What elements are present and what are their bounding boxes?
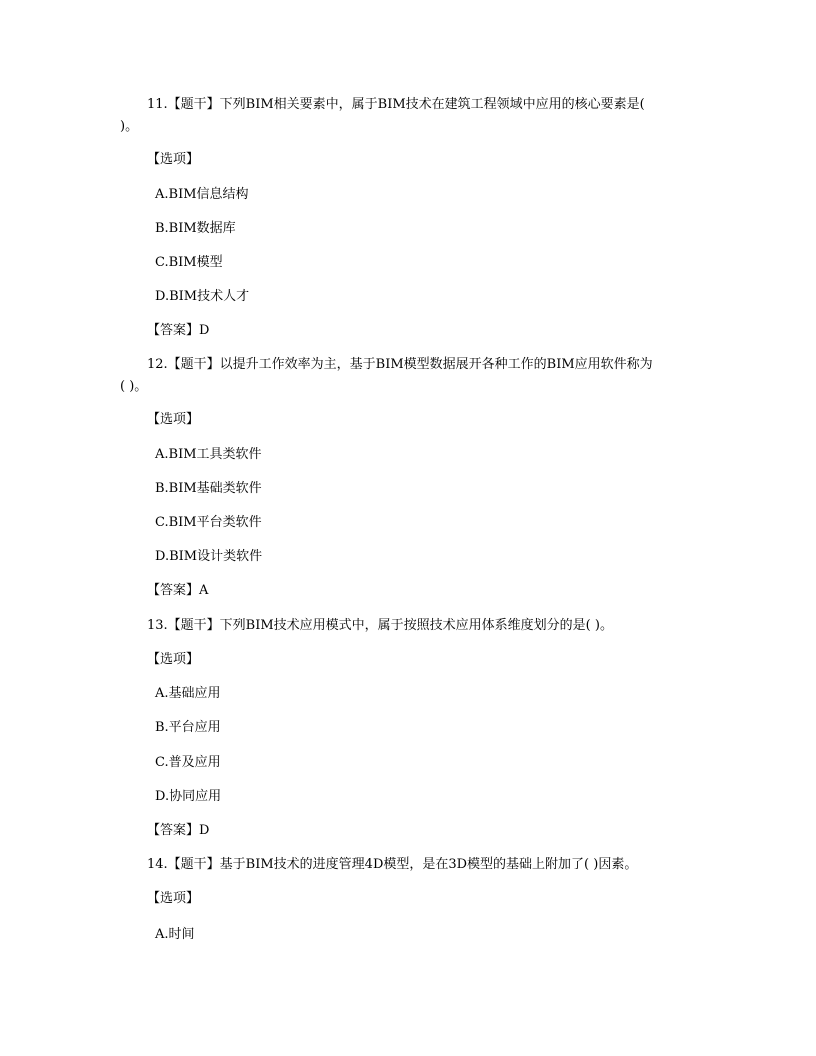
question-11-answer: 【答案】D — [147, 323, 210, 338]
question-14-stem: 14.【题干】基于BIM技术的进度管理4D模型，是在3D模型的基础上附加了( )因素。 — [147, 857, 638, 872]
question-12-option-a: A.BIM工具类软件 — [155, 447, 262, 462]
question-12-stem: 12.【题干】以提升工作效率为主，基于BIM模型数据展开各种工作的BIM应用软件称为 — [147, 357, 653, 372]
question-13-option-d: D.协同应用 — [155, 789, 222, 804]
question-13-option-c: C.普及应用 — [155, 755, 221, 770]
question-12-answer: 【答案】A — [147, 583, 209, 598]
question-14-options-label: 【选项】 — [147, 891, 200, 906]
question-14-option-a: A.时间 — [155, 927, 195, 942]
question-12-option-c: C.BIM平台类软件 — [155, 515, 262, 530]
question-11-stem-continued: )。 — [120, 119, 139, 134]
question-11-options-label: 【选项】 — [147, 152, 200, 167]
question-11-option-d: D.BIM技术人才 — [155, 289, 250, 304]
question-13-option-b: B.平台应用 — [155, 720, 221, 735]
question-11-option-b: B.BIM数据库 — [155, 221, 236, 236]
question-13-option-a: A.基础应用 — [155, 686, 221, 701]
question-12-stem-continued: ( )。 — [120, 379, 148, 394]
question-11-option-a: A.BIM信息结构 — [155, 187, 249, 202]
question-13-options-label: 【选项】 — [147, 652, 200, 667]
question-13-answer: 【答案】D — [147, 823, 210, 838]
question-13-stem: 13.【题干】下列BIM技术应用模式中，属于按照技术应用体系维度划分的是( )。 — [147, 618, 613, 633]
question-11-option-c: C.BIM模型 — [155, 255, 223, 270]
question-12-option-b: B.BIM基础类软件 — [155, 481, 262, 496]
question-12-option-d: D.BIM设计类软件 — [155, 549, 263, 564]
question-12-options-label: 【选项】 — [147, 412, 200, 427]
question-11-stem: 11.【题干】下列BIM相关要素中，属于BIM技术在建筑工程领域中应用的核心要素是( — [147, 97, 645, 112]
